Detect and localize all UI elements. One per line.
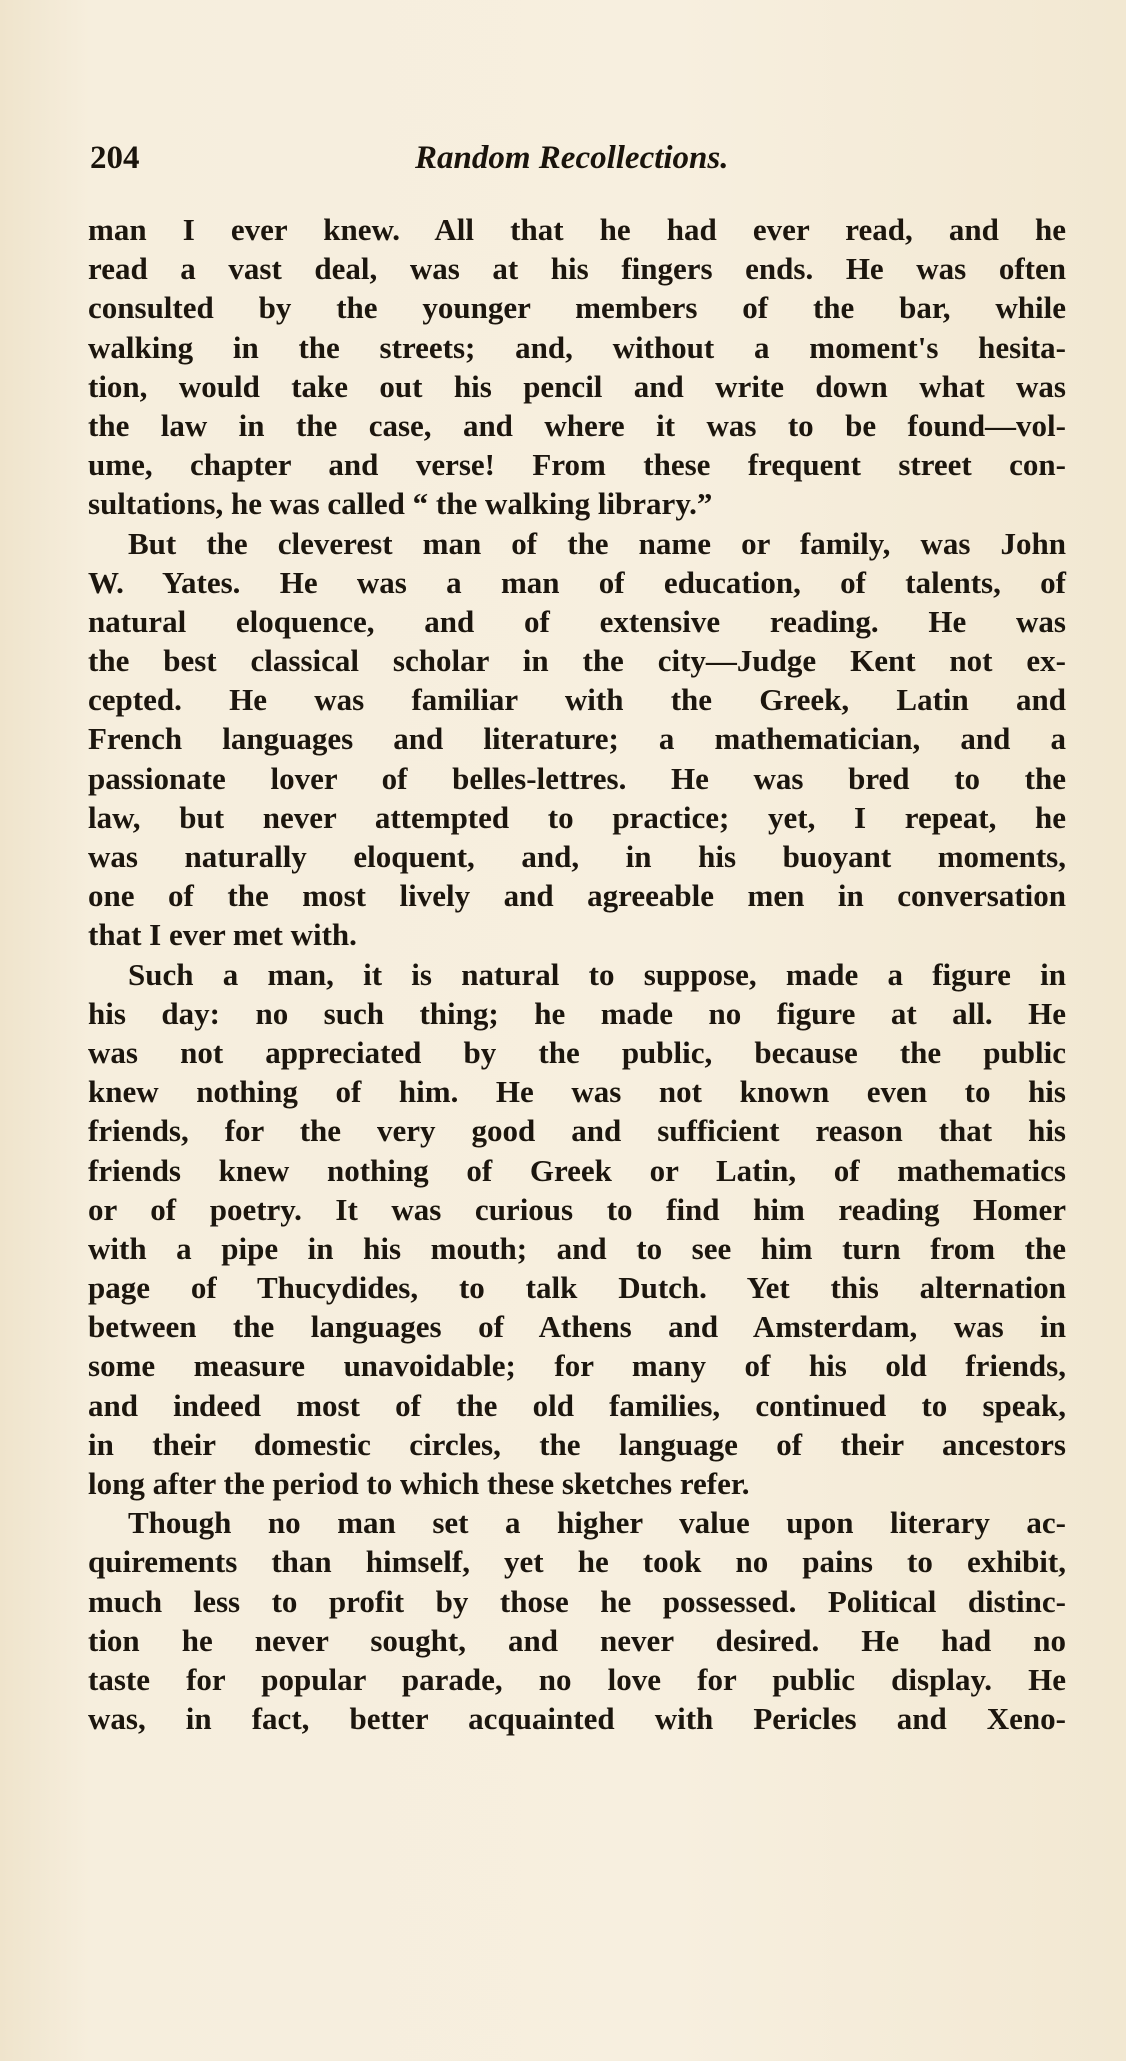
text-line: friends knew nothing of Greek or Latin, of mathematics (88, 1152, 1066, 1188)
text-line: Such a man, it is natural to suppose, made a figure in (128, 956, 1066, 992)
text-line: his day: no such thing; he made no figure at all. He (88, 995, 1066, 1031)
text-line: French languages and literature; a mathematician, and a (88, 721, 1066, 757)
text-line: tion he never sought, and never desired. He had no (88, 1622, 1066, 1658)
text-line: walking in the streets; and, without a moment's hesita- (88, 329, 1066, 365)
page-header (90, 140, 796, 190)
text-line: in their domestic circles, the language of their ancestors (88, 1426, 1066, 1462)
running-title: Random Recollections. (415, 140, 729, 176)
text-line: ume, chapter and verse! From these frequent street con- (88, 447, 1066, 483)
text-line: between the languages of Athens and Amsterdam, was in (88, 1309, 1066, 1345)
text-line: law, but never attempted to practice; yet, I repeat, he (88, 799, 1066, 835)
text-line: was, in fact, better acquainted with Pericles and Xeno- (88, 1701, 1066, 1737)
text-line: W. Yates. He was a man of education, of talents, of (88, 564, 1066, 600)
text-line: consulted by the younger members of the bar, while (88, 290, 1066, 326)
text-line: was not appreciated by the public, because the public (88, 1034, 1066, 1070)
text-line: natural eloquence, and of extensive reading. He was (88, 603, 1066, 639)
text-line: quirements than himself, yet he took no pains to exhibit, (88, 1544, 1066, 1580)
page-number: 204 (90, 140, 140, 176)
text-line: sultations, he was called “ the walking library.” (88, 486, 713, 522)
text-line: knew nothing of him. He was not known even to his (88, 1074, 1066, 1110)
text-line: long after the period to which these sketches refer. (88, 1466, 750, 1501)
text-line: one of the most lively and agreeable men in conversation (88, 878, 1066, 914)
text-line: Though no man set a higher value upon literary ac- (128, 1505, 1066, 1541)
text-line: man I ever knew. All that he had ever read, and he (88, 212, 1066, 247)
body-text (88, 210, 1066, 1738)
text-line: tion, would take out his pencil and write down what was (88, 368, 1066, 404)
text-line: and indeed most of the old families, continued to speak, (88, 1387, 1066, 1423)
text-line: much less to profit by those he possessed. Political distinc- (88, 1583, 1066, 1619)
text-line: or of poetry. It was curious to find him reading Homer (88, 1191, 1066, 1227)
text-line: with a pipe in his mouth; and to see him turn from the (88, 1230, 1066, 1266)
text-line: But the cleverest man of the name or family, was John (128, 525, 1066, 561)
text-line: was naturally eloquent, and, in his buoyant moments, (88, 839, 1066, 874)
text-line: taste for popular parade, no love for public display. He (88, 1661, 1066, 1697)
text-line: friends, for the very good and sufficient reason that his (88, 1113, 1066, 1149)
text-line: page of Thucydides, to talk Dutch. Yet this alternation (88, 1270, 1066, 1306)
text-line: some measure unavoidable; for many of his old friends, (88, 1348, 1066, 1384)
text-line: the law in the case, and where it was to be found—vol- (88, 407, 1066, 443)
text-line: read a vast deal, was at his fingers ends. He was often (88, 251, 1066, 287)
text-line: passionate lover of belles-lettres. He was bred to the (88, 760, 1066, 796)
text-line: the best classical scholar in the city—Judge Kent not ex- (88, 643, 1066, 679)
text-line: that I ever met with. (88, 917, 357, 953)
text-line: cepted. He was familiar with the Greek, Latin and (88, 682, 1066, 718)
